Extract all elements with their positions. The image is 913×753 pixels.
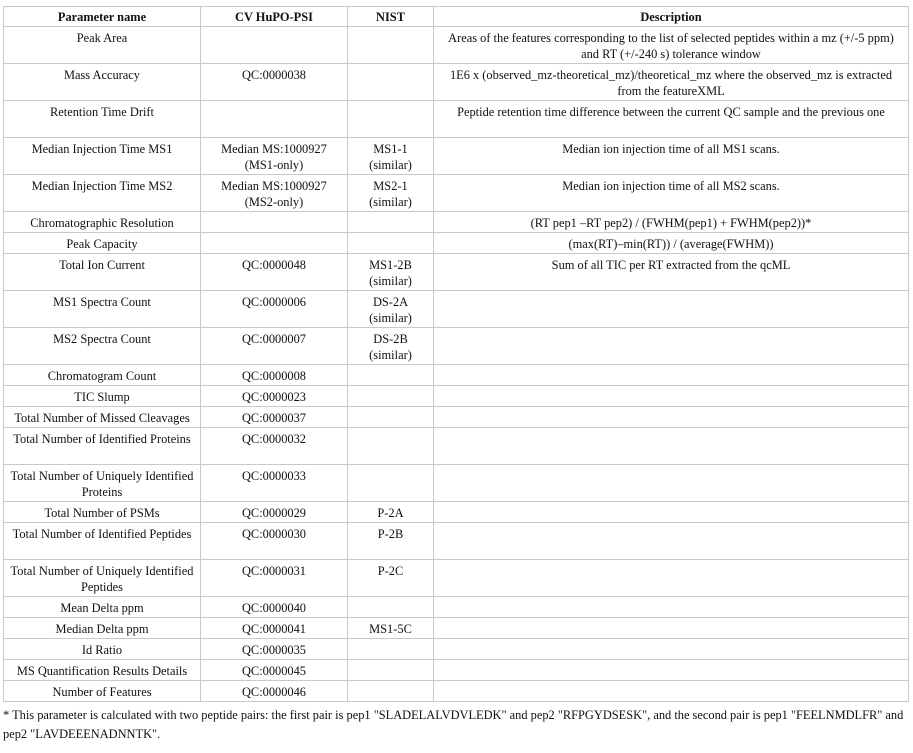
cell-cv-hupo-psi: Median MS:1000927 (MS1-only): [201, 138, 348, 175]
cell-nist: MS1-5C: [348, 618, 434, 639]
cell-nist: [348, 233, 434, 254]
table-row: [4, 27, 909, 64]
cell-nist: [348, 407, 434, 428]
table-row: [4, 64, 909, 101]
cell-parameter-name: Total Number of Identified Peptides: [4, 523, 201, 560]
cell-parameter-name: Peak Capacity: [4, 233, 201, 254]
cell-nist: [348, 64, 434, 101]
cell-nist: [348, 365, 434, 386]
table-row: [4, 560, 909, 597]
table-row: [4, 365, 909, 386]
cell-description: (RT pep1 –RT pep2) / (FWHM(pep1) + FWHM(pep2))*: [434, 212, 909, 233]
cell-cv-hupo-psi: [201, 212, 348, 233]
table-row: [4, 597, 909, 618]
cell-cv-hupo-psi: QC:0000023: [201, 386, 348, 407]
cell-parameter-name: Median Injection Time MS2: [4, 175, 201, 212]
table-row: [4, 465, 909, 502]
cell-nist: [348, 101, 434, 138]
cell-description: [434, 428, 909, 465]
cell-cv-hupo-psi: QC:0000006: [201, 291, 348, 328]
cell-nist: MS1-2B (similar): [348, 254, 434, 291]
cell-parameter-name: Mean Delta ppm: [4, 597, 201, 618]
cell-cv-hupo-psi: [201, 233, 348, 254]
cell-description: 1E6 x (observed_mz-theoretical_mz)/theoretical_mz where the observed_mz is extracted from the featureXML: [434, 64, 909, 101]
cell-nist: MS2-1 (similar): [348, 175, 434, 212]
cell-nist: MS1-1 (similar): [348, 138, 434, 175]
cell-parameter-name: Median Delta ppm: [4, 618, 201, 639]
cell-parameter-name: Total Number of Missed Cleavages: [4, 407, 201, 428]
cell-nist: P-2A: [348, 502, 434, 523]
cell-nist: [348, 428, 434, 465]
table-row: [4, 328, 909, 365]
table-row: [4, 523, 909, 560]
cell-parameter-name: Number of Features: [4, 681, 201, 702]
cell-parameter-name: MS Quantification Results Details: [4, 660, 201, 681]
cell-description: [434, 465, 909, 502]
cell-description: [434, 523, 909, 560]
cell-cv-hupo-psi: QC:0000040: [201, 597, 348, 618]
cell-parameter-name: MS1 Spectra Count: [4, 291, 201, 328]
cell-parameter-name: Mass Accuracy: [4, 64, 201, 101]
cell-cv-hupo-psi: Median MS:1000927 (MS2-only): [201, 175, 348, 212]
cell-cv-hupo-psi: QC:0000032: [201, 428, 348, 465]
qc-parameters-table: [3, 6, 909, 702]
cell-cv-hupo-psi: QC:0000007: [201, 328, 348, 365]
header-cv-hupo-psi: CV HuPO-PSI: [201, 7, 348, 27]
table-row: [4, 291, 909, 328]
cell-parameter-name: Retention Time Drift: [4, 101, 201, 138]
cell-description: Median ion injection time of all MS2 scans.: [434, 175, 909, 212]
table-row: [4, 254, 909, 291]
cell-description: [434, 560, 909, 597]
cell-nist: DS-2A (similar): [348, 291, 434, 328]
cell-nist: P-2B: [348, 523, 434, 560]
cell-description: [434, 660, 909, 681]
cell-nist: [348, 27, 434, 64]
cell-description: Peptide retention time difference between the current QC sample and the previous one: [434, 101, 909, 138]
cell-parameter-name: MS2 Spectra Count: [4, 328, 201, 365]
cell-description: [434, 597, 909, 618]
cell-cv-hupo-psi: QC:0000048: [201, 254, 348, 291]
table-footnote: * This parameter is calculated with two peptide pairs: the first pair is pep1 "SLADELALVDVLEDK" and pep2 "RFPGYDSESK", and the second pair is pep1 "FEELNMDLFR" and pep2 "LAVDEEENADNNTK".: [3, 708, 904, 741]
table-row: [4, 233, 909, 254]
cell-description: [434, 639, 909, 660]
cell-cv-hupo-psi: QC:0000031: [201, 560, 348, 597]
table-row: [4, 660, 909, 681]
table-row: [4, 618, 909, 639]
cell-cv-hupo-psi: QC:0000037: [201, 407, 348, 428]
cell-description: [434, 365, 909, 386]
cell-nist: [348, 386, 434, 407]
cell-nist: [348, 465, 434, 502]
table-row: [4, 386, 909, 407]
cell-cv-hupo-psi: QC:0000045: [201, 660, 348, 681]
table-row: [4, 407, 909, 428]
cell-description: [434, 618, 909, 639]
cell-cv-hupo-psi: QC:0000046: [201, 681, 348, 702]
cell-parameter-name: Total Number of Identified Proteins: [4, 428, 201, 465]
cell-nist: [348, 681, 434, 702]
cell-cv-hupo-psi: QC:0000030: [201, 523, 348, 560]
cell-nist: DS-2B (similar): [348, 328, 434, 365]
cell-description: [434, 291, 909, 328]
cell-description: [434, 386, 909, 407]
table-row: [4, 175, 909, 212]
cell-cv-hupo-psi: QC:0000041: [201, 618, 348, 639]
cell-cv-hupo-psi: QC:0000029: [201, 502, 348, 523]
cell-cv-hupo-psi: QC:0000033: [201, 465, 348, 502]
table-row: [4, 138, 909, 175]
cell-description: [434, 681, 909, 702]
cell-cv-hupo-psi: QC:0000008: [201, 365, 348, 386]
header-description: Description: [434, 7, 909, 27]
cell-nist: [348, 597, 434, 618]
cell-nist: [348, 212, 434, 233]
cell-cv-hupo-psi: QC:0000035: [201, 639, 348, 660]
header-nist: NIST: [348, 7, 434, 27]
cell-parameter-name: Peak Area: [4, 27, 201, 64]
cell-parameter-name: Total Ion Current: [4, 254, 201, 291]
cell-cv-hupo-psi: [201, 101, 348, 138]
cell-parameter-name: Median Injection Time MS1: [4, 138, 201, 175]
cell-description: [434, 502, 909, 523]
cell-nist: [348, 660, 434, 681]
cell-description: Areas of the features corresponding to the list of selected peptides within a mz (+/-5 ppm) and RT (+/-240 s) tolerance window: [434, 27, 909, 64]
table-row: [4, 502, 909, 523]
cell-parameter-name: TIC Slump: [4, 386, 201, 407]
cell-description: [434, 328, 909, 365]
cell-description: Sum of all TIC per RT extracted from the qcML: [434, 254, 909, 291]
table-row: [4, 428, 909, 465]
cell-parameter-name: Total Number of Uniquely Identified Proteins: [4, 465, 201, 502]
cell-cv-hupo-psi: [201, 27, 348, 64]
cell-nist: P-2C: [348, 560, 434, 597]
cell-description: (max(RT)–min(RT)) / (average(FWHM)): [434, 233, 909, 254]
table-row: [4, 101, 909, 138]
table-row: [4, 681, 909, 702]
cell-parameter-name: Chromatographic Resolution: [4, 212, 201, 233]
cell-parameter-name: Id Ratio: [4, 639, 201, 660]
cell-parameter-name: Total Number of Uniquely Identified Peptides: [4, 560, 201, 597]
cell-description: Median ion injection time of all MS1 scans.: [434, 138, 909, 175]
cell-parameter-name: Chromatogram Count: [4, 365, 201, 386]
table-row: [4, 212, 909, 233]
cell-description: [434, 407, 909, 428]
table-row: [4, 639, 909, 660]
cell-parameter-name: Total Number of PSMs: [4, 502, 201, 523]
header-parameter-name: Parameter name: [4, 7, 201, 27]
table-header-row: [4, 7, 909, 27]
cell-nist: [348, 639, 434, 660]
cell-cv-hupo-psi: QC:0000038: [201, 64, 348, 101]
